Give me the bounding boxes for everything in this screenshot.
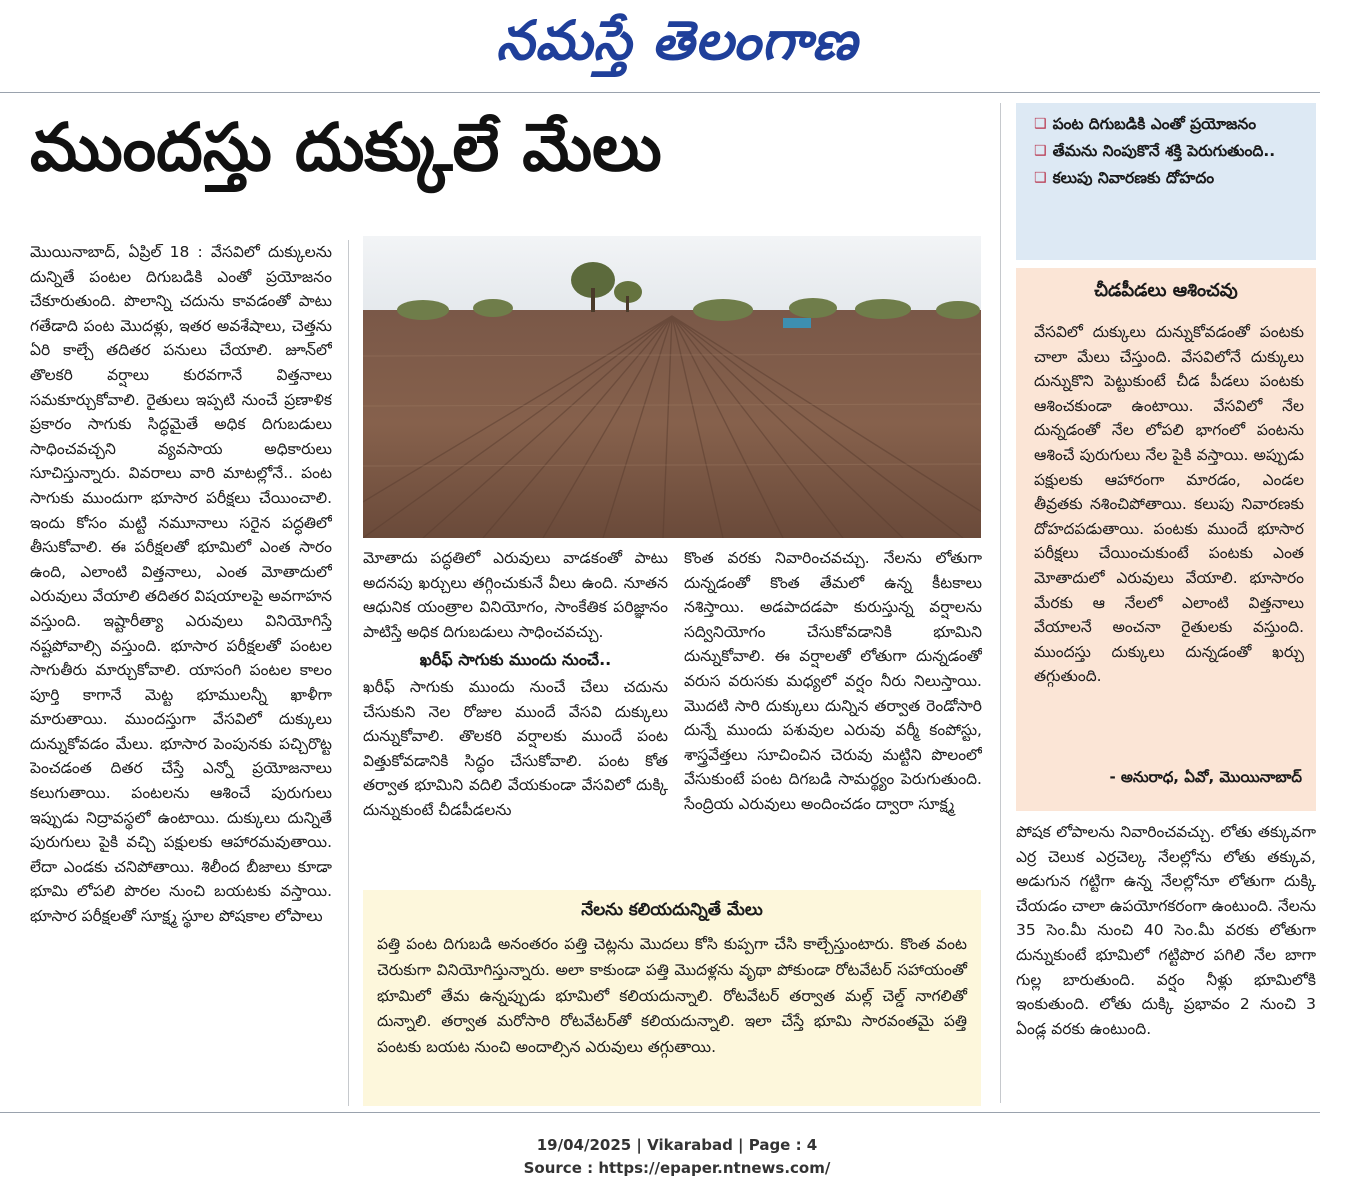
box-text: పత్తి పంట దిగుబడి అనంతరం పత్తి చెట్లను మొదలు కోసి కుప్పగా చేసి కాల్చేస్తుంటారు. కొంత వంట చెరుకుగా వినియోగిస్తున్నారు. అలా కాకుండా పత్తి మొదళ్లను వృథా పోకుండా రోటవేటర్ సహాయంతో భూమిలో తేమ ఉన్నప్పుడు భూమిలో కలియదున్నాలి. రోటవేటర్ తర్వాత మల్ల్ చెల్డ్ నాగలితో దున్నాలి. తర్వాత మరోసారి రోటవేటర్‌తో కలియదున్నాలి. ఇలా చేస్తే భూమి సారవంతమై పత్తి పంటకు బయట నుంచి అందాల్సిన ఎరువులు తగ్గుతాయి. — [377, 935, 967, 1057]
field-photo — [363, 236, 981, 538]
checkbox-bullet-icon: ❑ — [1034, 170, 1047, 186]
highlight-item: ❑ పంట దిగుబడికి ఎంతో ప్రయోజనం — [1034, 111, 1306, 138]
box-title: చీడపీడలు ఆశించవు — [1094, 280, 1238, 301]
article-column-2 — [363, 546, 668, 882]
article-text: మోతాదు పద్ధతిలో ఎరువులు వాడకంతో పాటు అదనపు ఖర్చులు తగ్గించుకునే వీలు ఉంది. నూతన ఆధునిక యంత్రాల వినియోగం, సాంకేతిక పరిజ్ఞానం పాటిస్తే అధిక దిగుబడులు సాధించవచ్చు. — [363, 549, 668, 641]
article-column-3 — [684, 546, 982, 882]
article-text: పోషక లోపాలను నివారించవచ్చు. లోతు తక్కువగా ఎర్ర చెలుక ఎర్రచెల్క నేలల్లోను లోతు తక్కువ, అడుగున గట్టిగా ఉన్న నేలల్లోనూ లోతుగా దుక్కి చేయడం చాలా ఉపయోగకరంగా ఉంటుంది. నేలను 35 సెం.మీ నుంచి 40 సెం.మీ వరకు లోతుగా దున్నుకుంటే భూమిలో గట్టిపొర పగిలి నేల బాగా గుల్ల బారుతుంది. వర్షం నీళ్లు భూమిలోకి ఇంకుతుంది. లోతు దుక్కి ప్రభావం 2 నుంచి 3 ఏండ్ల వరకు ఉంటుంది. — [1016, 823, 1316, 1038]
box-text: వేసవిలో దుక్కులు దున్నుకోవడంతో పంటకు చాలా మేలు చేస్తుంది. వేసవిలోనే దుక్కులు దున్నుకొని పెట్టుకుంటే చీడ పీడలు పంటకు ఆశించకుండా ఉంటాయి. వేసవిలో నేల దున్నడంతో నేల లోపలి భాగంలో పంటను ఆశించే పురుగులు నేల పైకి వస్తాయి. అప్పుడు పక్షులకు ఆహారంగా మారడం, ఎండల తీవ్రతకు నశించిపోతాయి. కలుపు నివారణకు దోహదపడుతాయి. పంటకు ముందే భూసార పరీక్షలు చేయించుకుంటే పంటకు ఎంత మోతాదులో ఎరువులు వేయాలి. భూసారం మేరకు ఆ నేలలో ఎలాంటి విత్తనాలు వేయాలనే అంచనా రైతులకు వస్తుంది. ముందస్తు దుక్కులు దున్నడంతో ఖర్చు తగ్గుతుంది. — [1034, 323, 1304, 686]
highlight-item: ❑ తేమను నింపుకొనే శక్తి పెరుగుతుంది.. — [1034, 138, 1306, 165]
article-text: మొయినాబాద్, ఏప్రిల్ 18 : వేసవిలో దుక్కులను దున్నితే పంటల దిగుబడికి ఎంతో ప్రయోజనం చేకూరుతుంది. పొలాన్ని చదును కావడంతో పాటు గతేడాది పంట మొదళ్లు, ఇతర అవశేషాలు, చెత్తను ఏరి కాల్చే తదితర పనులు చేయాలి. జూన్‌లో తొలకరి వర్షాలు కురవగానే విత్తనాలు సమకూర్చుకోవాలి. రైతులు ఇప్పటి నుంచే ప్రణాళిక ప్రకారం సాగుకు సిద్ధమైతే అధిక దిగుబడులు సాధించవచ్చని వ్యవసాయ అధికారులు సూచిస్తున్నారు. వివరాలు వారి మాటల్లోనే.. పంట సాగుకు ముందుగా భూసార పరీక్షలు చేయించాలి. ఇందు కోసం మట్టి నమూనాలు సరైన పద్ధతిలో తీసుకోవాలి. ఈ పరీక్షలతో భూమిలో ఎంత సారం ఉంది, ఎలాంటి విత్తనాలు, ఎంత మోతాదులో ఎరువులు వేయాలి తదితర విషయాలపై అవగాహన వస్తుంది. ఇష్టారీత్యా ఎరువులు వినియోగిస్తే నష్టపోవాల్సి వస్తుంది. భూసార పరీక్షలతో పంటల సాగుతీరు మార్చుకోవాలి. యాసంగి పంటల కాలం పూర్తి కాగానే మెట్ట భూములన్నీ ఖాళీగా మారుతాయి. ముందస్తుగా వేసవిలో దుక్కులు దున్నుకోవడం మేలు. భూసార పెంపునకు పచ్చిరొట్ట పెంచడంత దితర చేస్తే ఎన్నో ప్రయోజనాలు కలుగుతాయి. పంటలను ఆశించే పురుగులు ఇప్పుడు నిద్రావస్థలో ఉంటాయి. దుక్కులు దున్నితే పురుగులు పైకి వచ్చి పక్షులకు ఆహారమవుతాయి. లేదా ఎండకు చనిపోతాయి. శిలీంద బీజాలు కూడా భూమి లోపలి పొరల నుంచి బయటకు వస్తాయి. భూసార పరీక్షలతో సూక్ష్మ స్థూల పోషకాల లోపాలు — [30, 243, 332, 926]
footer-date-edition: 19/04/2025 | Vikarabad | Page : 4 — [536, 1136, 818, 1154]
sidebar-box-pests — [1016, 268, 1316, 811]
headline: ముందస్తు దుక్కులే మేలు — [30, 109, 662, 186]
byline: - అనురాధ, ఏవో, మొయినాబాద్ — [1109, 768, 1302, 786]
masthead: నమస్తే తెలంగాణ — [496, 8, 858, 72]
sidebar-box-tilling — [363, 890, 981, 1106]
column-divider — [1000, 103, 1001, 1103]
article-text: ఖరీఫ్ సాగుకు ముందు నుంచే చేలు చదును చేసుకుని నెల రోజుల ముందే వేసవి దుక్కులు దున్నుకోవాలి. తొలకరి వర్షాలకు ముందే పంట విత్తుకోవడానికి సిద్ధం చేసుకోవాలి. పంట కోత తర్వాత భూమిని వదిలి వేయకుండా వేసవిలో దుక్కి దున్నుకుంటే చీడపీడలను — [363, 677, 668, 819]
article-column-4 — [1016, 820, 1316, 1102]
section-subhead: ఖరీఫ్ సాగుకు ముందు నుంచే.. — [419, 650, 612, 670]
article-text: కొంత వరకు నివారించవచ్చు. నేలను లోతుగా దున్నడంతో కొంత తేమలో ఉన్న కీటకాలు నశిస్తాయి. అడపాదడపా కురుస్తున్న వర్షాలను సద్వినియోగం చేసుకోవడానికి భూమిని దున్నుకోవాలి. ఈ వర్షాలతో లోతుగా దున్నడంతో వరుస వరుసకు మధ్యలో వర్షం నీరు నిలుస్తాయి. మొదటి సారి దుక్కులు దున్నిన తర్వాత రెండోసారి దున్నే ముందు పశువుల ఎరువు వర్మీ కంపోస్టు, శాస్త్రవేత్తలు సూచించిన చెరువు మట్టిని పొలంలో వేసుకుంటే పంట దిగబడి సామర్థ్యం పెరుగుతుంది. సేంద్రియ ఎరువులు అందించడం ద్వారా సూక్ష్మ — [684, 549, 982, 813]
box-title: నేలను కలియదున్నితే మేలు — [581, 900, 763, 920]
checkbox-bullet-icon: ❑ — [1034, 116, 1047, 132]
checkbox-bullet-icon: ❑ — [1034, 143, 1047, 159]
masthead-rule — [0, 92, 1320, 93]
highlight-item: ❑ కలుపు నివారణకు దోహదం — [1034, 165, 1306, 192]
column-divider — [348, 240, 349, 1106]
article-column-1 — [30, 240, 332, 1102]
footer-rule — [0, 1112, 1320, 1113]
footer-source: Source : https://epaper.ntnews.com/ — [523, 1159, 831, 1177]
plowed-field-image — [363, 236, 981, 538]
highlights-box — [1016, 103, 1316, 260]
